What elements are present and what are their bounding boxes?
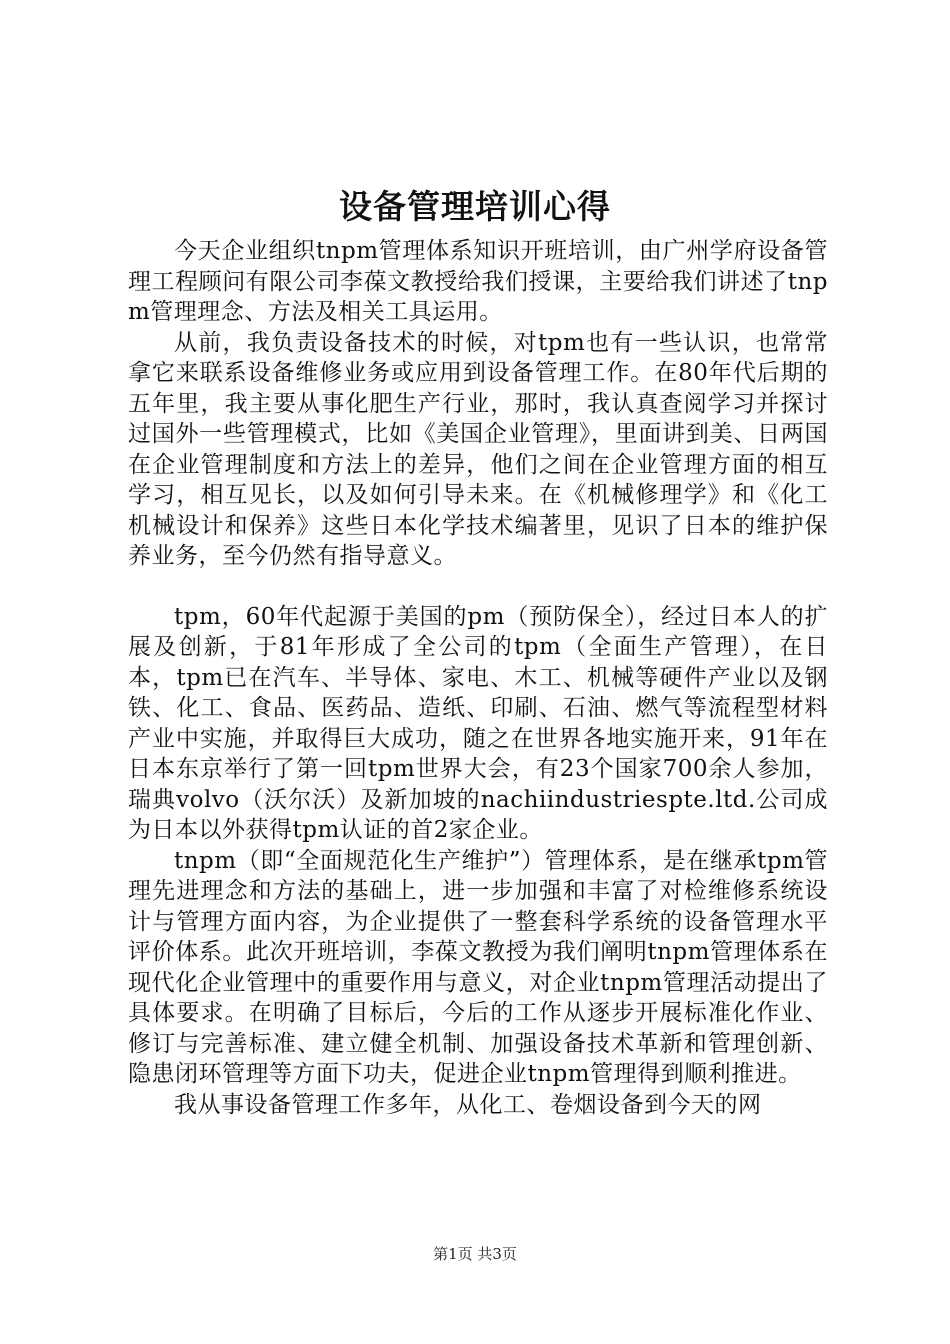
paragraph-tnpm-system: tnpm（即“全面规范化生产维护”）管理体系，是在继承tpm管理先进理念和方法的基础上，进一步加强和丰富了对检维修系统设计与管理方面内容，为企业提供了一整套科学系统的设备管理水平评价体系。此次开班培训，李葆文教授为我们阐明tnpm管理体系在现代化企业管理中的重要作用与意义，对企业tnpm管理活动提出了具体要求。在明确了目标后，今后的工作从逐步开展标准化作业、修订与完善标准、建立健全机制、加强设备技术革新和管理创新、隐患闭环管理等方面下功夫，促进企业tnpm管理得到顺利推进。	[128, 847, 828, 1087]
paragraph-spacer	[128, 572, 828, 602]
paragraph-background: 从前，我负责设备技术的时候，对tpm也有一些认识，也常常拿它来联系设备维修业务或应用到设备管理工作。在80年代后期的五年里，我主要从事化肥生产行业，那时，我认真查阅学习并探讨过国外一些管理模式，比如《美国企业管理》，里面讲到美、日两国在企业管理制度和方法上的差异，他们之间在企业管理方面的相互学习，相互见长，以及如何引导未来。在《机械修理学》和《化工机械设计和保养》这些日本化学技术编著里，见识了日本的维护保养业务，至今仍然有指导意义。	[128, 329, 828, 569]
page-number-footer: 第1页 共3页	[433, 1245, 517, 1263]
document-body	[128, 236, 828, 1120]
paragraph-experience: 我从事设备管理工作多年，从化工、卷烟设备到今天的网	[174, 1091, 762, 1118]
document-title: 设备管理培训心得	[339, 187, 611, 226]
paragraph-tpm-history: tpm，60年代起源于美国的pm（预防保全），经过日本人的扩展及创新，于81年形成了全公司的tpm（全面生产管理），在日本，tpm已在汽车、半导体、家电、木工、机械等硬件产业以及钢铁、化工、食品、医药品、造纸、印刷、石油、燃气等流程型材料产业中实施，并取得巨大成功，随之在世界各地实施开来，91年在日本东京举行了第一回tpm世界大会，有23个国家700余人参加，瑞典volvo（沃尔沃）及新加坡的nachiindustriespte.ltd.公司成为日本以外获得tpm认证的首2家企业。	[128, 603, 828, 843]
paragraph-intro: 今天企业组织tnpm管理体系知识开班培训，由广州学府设备管理工程顾问有限公司李葆文教授给我们授课，主要给我们讲述了tnpm管理理念、方法及相关工具运用。	[128, 238, 828, 325]
